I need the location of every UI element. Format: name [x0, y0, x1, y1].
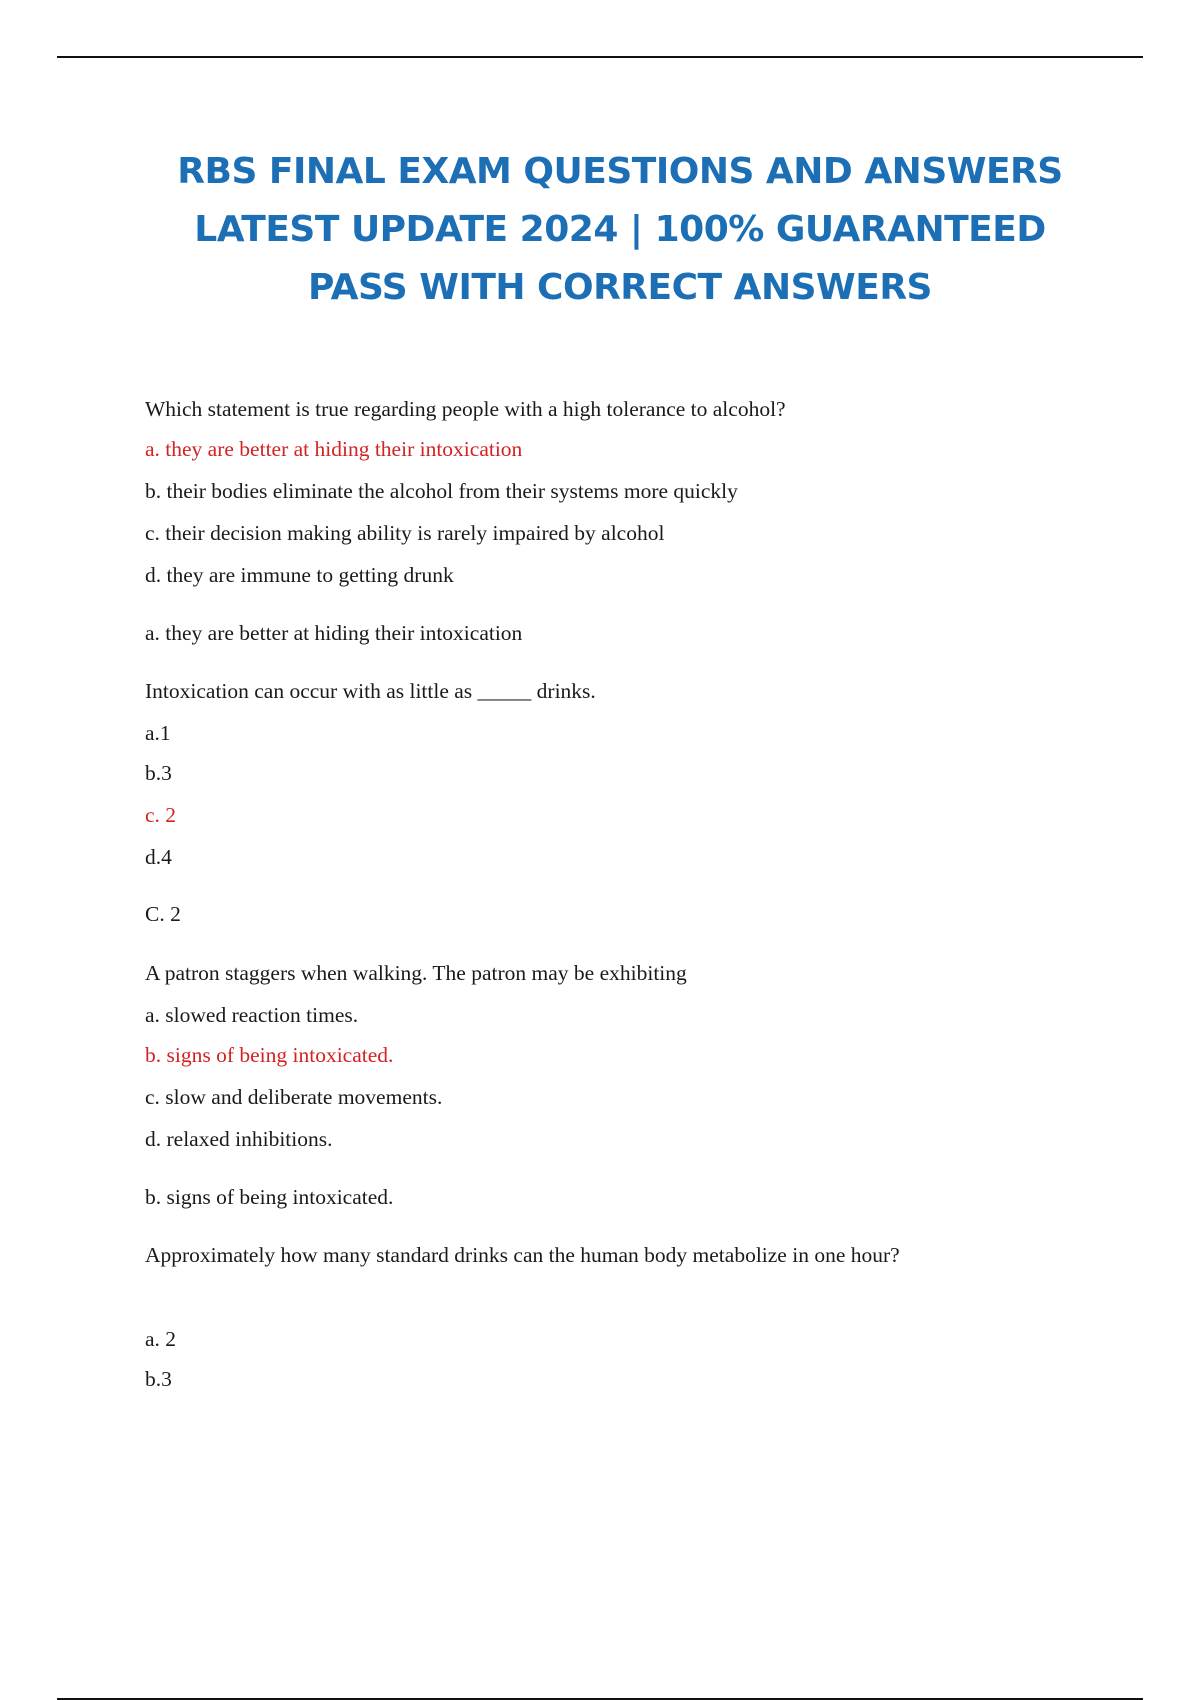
question-1-prompt: Which statement is true regarding people with a high tolerance to alcohol?: [145, 397, 786, 421]
question-2-answer: C. 2: [145, 902, 181, 926]
question-2-option-b: b.3: [145, 761, 172, 785]
document-title: [100, 143, 1140, 317]
question-1-option-b: b. their bodies eliminate the alcohol from their systems more quickly: [145, 479, 738, 503]
question-2-option-d: d.4: [145, 845, 172, 869]
question-3-option-a: a. slowed reaction times.: [145, 1003, 359, 1027]
question-4-prompt: Approximately how many standard drinks can the human body metabolize in one hour?: [145, 1243, 900, 1267]
question-3-option-c: c. slow and deliberate movements.: [145, 1085, 443, 1109]
question-4-option-b: b.3: [145, 1367, 172, 1391]
title-line-2: LATEST UPDATE 2024 | 100% GUARANTEED: [194, 209, 1046, 250]
question-3-option-d: d. relaxed inhibitions.: [145, 1127, 333, 1151]
question-1-option-d: d. they are immune to getting drunk: [145, 563, 454, 587]
question-2-prompt: Intoxication can occur with as little as _____ drinks.: [145, 679, 596, 703]
question-2-option-c: c. 2: [145, 803, 177, 827]
title-line-3: PASS WITH CORRECT ANSWERS: [308, 267, 932, 308]
question-2-option-a: a.1: [145, 721, 171, 745]
title-line-1: RBS FINAL EXAM QUESTIONS AND ANSWERS: [177, 151, 1063, 192]
question-1-option-c: c. their decision making ability is rarely impaired by alcohol: [145, 521, 665, 545]
question-3-answer: b. signs of being intoxicated.: [145, 1185, 394, 1209]
question-1-option-a: a. they are better at hiding their intoxication: [145, 437, 523, 461]
top-rule: [57, 56, 1143, 58]
question-4-option-a: a. 2: [145, 1327, 177, 1351]
question-1-answer: a. they are better at hiding their intoxication: [145, 621, 523, 645]
question-3-prompt: A patron staggers when walking. The patron may be exhibiting: [145, 961, 687, 985]
question-3-option-b: b. signs of being intoxicated.: [145, 1043, 394, 1067]
